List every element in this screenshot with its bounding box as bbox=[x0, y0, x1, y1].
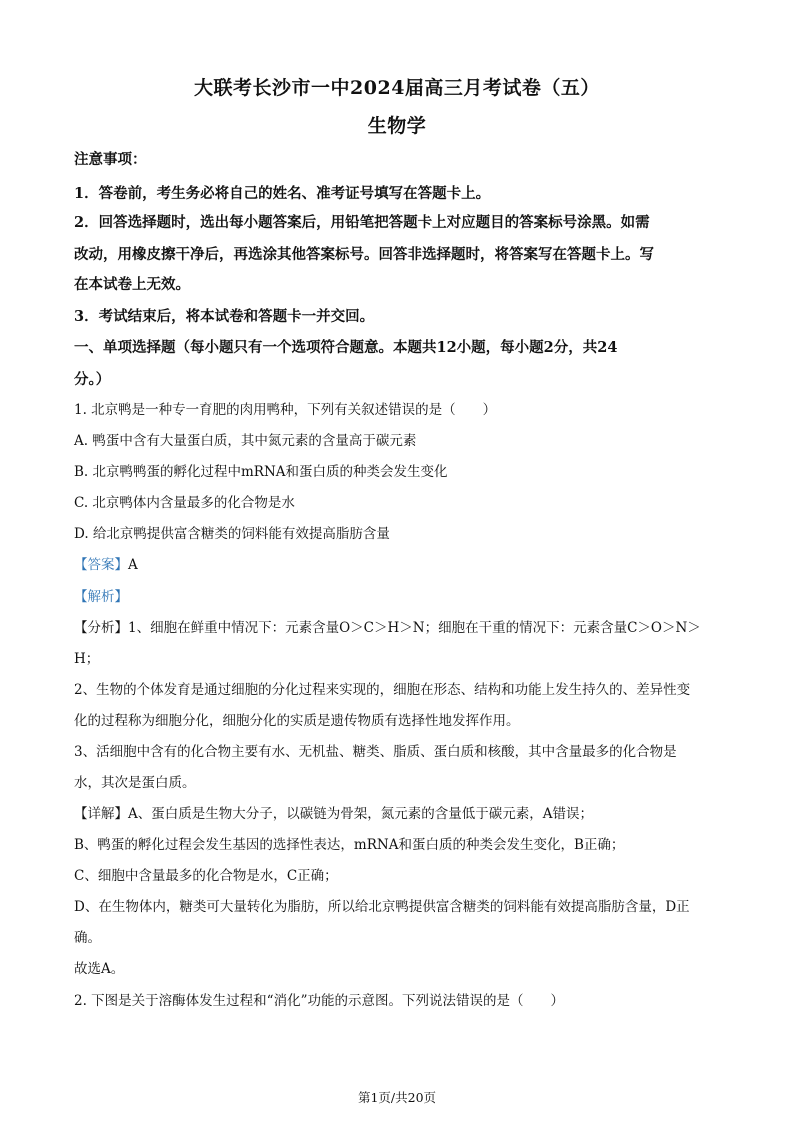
q1-point2-line-1: 2、生物的个体发育是通过细胞的分化过程来实现的，细胞在形态、结构和功能上发生持久的、差异性变 bbox=[74, 682, 691, 698]
q1-point2-line-2: 化的过程称为细胞分化，细胞分化的实质是遗传物质有选择性地发挥作用。 bbox=[74, 713, 520, 729]
notice-item-2-line-1: 2．回答选择题时，选出每小题答案后，用铅笔把答题卡上对应题目的答案标号涂黑。如需 bbox=[74, 214, 650, 231]
notice-item-3: 3．考试结束后，将本试卷和答题卡一并交回。 bbox=[74, 308, 375, 325]
exam-title: 大联考长沙市一中2024届高三月考试卷（五） bbox=[194, 77, 600, 99]
q1-detail-b: B、鸭蛋的孵化过程会发生基因的选择性表达，mRNA和蛋白质的种类会发生变化，B正确； bbox=[74, 837, 625, 853]
notice-item-2-line-2: 改动，用橡皮擦干净后，再选涂其他答案标号。回答非选择题时，将答案写在答题卡上。写 bbox=[74, 246, 654, 263]
q1-conclusion: 故选A。 bbox=[74, 961, 125, 977]
q1-fenxi-line-2: H； bbox=[74, 651, 100, 667]
q1-answer bbox=[74, 555, 724, 575]
page-number: 第1页/共20页 bbox=[357, 1090, 437, 1105]
q1-detail-d-line-1: D、在生物体内，糖类可大量转化为脂肪，所以给北京鸭提供富含糖类的饲料能有效提高脂肪含量，D正 bbox=[74, 899, 690, 915]
section-heading-line-2: 分。） bbox=[74, 371, 111, 388]
notice-item-2-line-3: 在本试卷上无效。 bbox=[74, 276, 190, 293]
q1-detail-d-line-2: 确。 bbox=[74, 930, 101, 946]
answer-tag: 【答案】 bbox=[74, 557, 128, 573]
q1-option-b: B. 北京鸭鸭蛋的孵化过程中mRNA和蛋白质的种类会发生变化 bbox=[74, 464, 448, 480]
q1-detail-c: C、细胞中含量最多的化合物是水，C正确； bbox=[74, 868, 338, 884]
q1-detail-a: 【详解】A、蛋白质是生物大分子，以碳链为骨架，氮元素的含量低于碳元素，A错误； bbox=[74, 806, 593, 822]
section-heading-line-1: 一、单项选择题（每小题只有一个选项符合题意。本题共12小题，每小题2分，共24 bbox=[74, 339, 618, 356]
q1-analysis-tag: 【解析】 bbox=[74, 589, 128, 605]
notice-heading: 注意事项： bbox=[74, 151, 147, 168]
q1-option-c: C. 北京鸭体内含量最多的化合物是水 bbox=[74, 495, 295, 511]
q1-fenxi-line-1: 【分析】1、细胞在鲜重中情况下：元素含量O＞C＞H＞N；细胞在干重的情况下：元素含量C＞O＞N＞ bbox=[74, 620, 701, 636]
answer-value: A bbox=[128, 557, 138, 573]
notice-item-1: 1．答卷前，考生务必将自己的姓名、准考证号填写在答题卡上。 bbox=[74, 185, 491, 202]
q1-stem: 1. 北京鸭是一种专一育肥的肉用鸭种，下列有关叙述错误的是（ ） bbox=[74, 402, 497, 418]
q1-option-d: D. 给北京鸭提供富含糖类的饲料能有效提高脂肪含量 bbox=[74, 526, 390, 542]
q1-point3-line-1: 3、活细胞中含有的化合物主要有水、无机盐、糖类、脂质、蛋白质和核酸，其中含量最多的化合物是 bbox=[74, 744, 677, 760]
q1-point3-line-2: 水，其次是蛋白质。 bbox=[74, 775, 196, 791]
subject-title: 生物学 bbox=[367, 115, 427, 137]
q2-stem: 2. 下图是关于溶酶体发生过程和“消化”功能的示意图。下列说法错误的是（ ） bbox=[74, 993, 564, 1009]
q1-option-a: A. 鸭蛋中含有大量蛋白质，其中氮元素的含量高于碳元素 bbox=[74, 433, 417, 449]
